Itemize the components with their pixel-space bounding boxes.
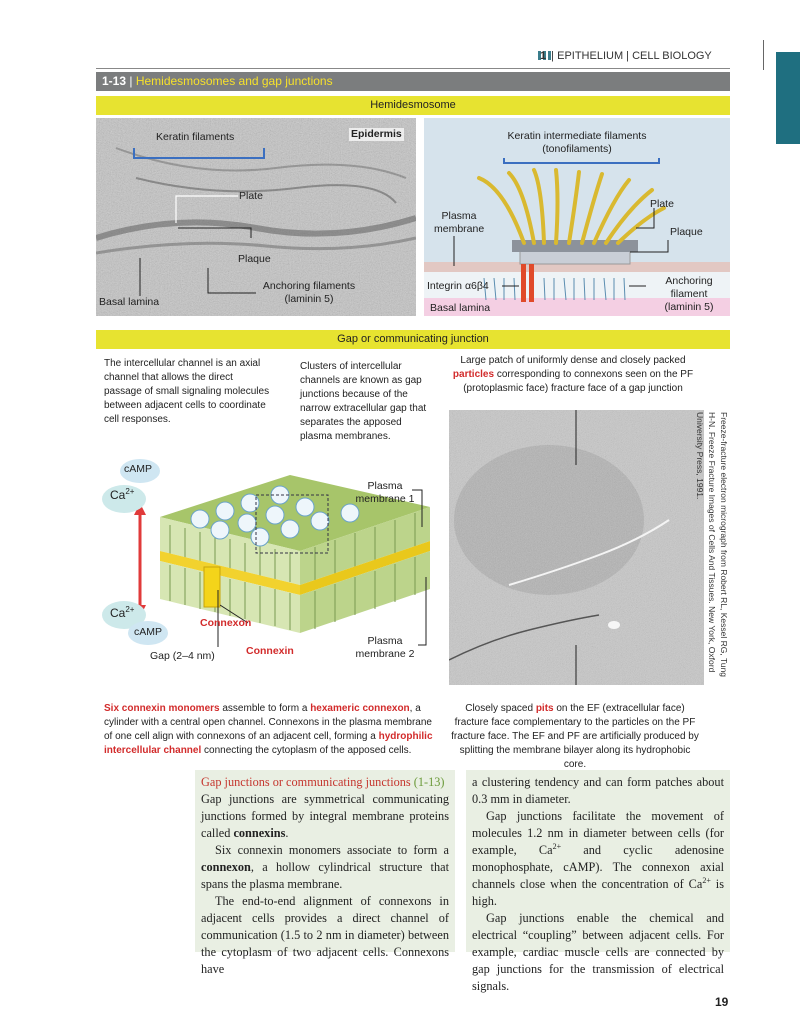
diagram-keratin-label	[484, 130, 670, 156]
em-anchoring-label	[254, 280, 364, 306]
ef-caption	[448, 702, 702, 772]
axial-channel-text: The intercellular channel is an axial channel that allows the direct passage of small signaling molecules between adjacent cells to coordinate cell responses.	[104, 358, 270, 425]
section-heading-ref: (1-13)	[410, 775, 445, 789]
freeze-fracture-micrograph	[449, 410, 704, 685]
gap-size-label: Gap (2–4 nm)	[150, 650, 215, 662]
caption-six-connexin: Six connexin monomers	[104, 703, 220, 714]
ef-text-1: Closely spaced	[465, 703, 536, 714]
paragraph-5	[472, 808, 724, 910]
em-anchoring-line2: (laminin 5)	[284, 293, 334, 305]
paragraph-6: Gap junctions enable the chemical and electrical “coupling” between adjacent cells. For example, cardiac muscle cells are connected by gap junctions for the transmission of electrical signals.	[472, 911, 724, 993]
p5-sup-2: 2+	[702, 875, 711, 885]
plasma-membrane-2-line1: Plasma	[367, 635, 403, 647]
caption-hexameric: hexameric connexon	[310, 703, 410, 714]
ef-pits: pits	[535, 703, 554, 714]
page-number: 19	[715, 995, 729, 1009]
plasma-membrane-1-line2: membrane 1	[355, 493, 415, 505]
diagram-anchoring-line2: (laminin 5)	[664, 301, 714, 313]
p2-text-2: , a hollow cylindrical structure that spans the plasma membrane.	[201, 860, 449, 891]
ca-top-text: Ca	[110, 488, 126, 502]
diagram-basal-label: Basal lamina	[430, 302, 491, 314]
gap-junction-diagram	[100, 455, 440, 690]
hemidesmosome-bar: Hemidesmosome	[96, 96, 730, 115]
diagram-plasma-line2: membrane	[434, 223, 485, 235]
camp-top-label: cAMP	[124, 463, 153, 475]
p5-text-3: is high.	[472, 877, 724, 908]
clusters-text: Clusters of intercellular channels are known as gap junctions because of the narrow extracellular gap that separates the apposed plasma membranes.	[300, 361, 427, 442]
plasma-membrane-2-label	[350, 635, 420, 661]
p5-sup-1: 2+	[552, 841, 562, 851]
pf-caption	[448, 354, 698, 396]
ca-bottom-sup: 2+	[125, 605, 135, 614]
caption-text-2: , a cylinder with a central open channel. Connexons in the plasma membrane of one cell align with connexons of an adjacent cell, forming a	[104, 703, 432, 742]
integrin-greek: α6β4	[464, 280, 489, 292]
diagram-keratin-line2: (tonofilaments)	[542, 143, 612, 155]
hemidesmosome-micrograph	[96, 118, 416, 316]
diagram-plasma-line1: Plasma	[441, 210, 477, 222]
p5-text-1: Gap junctions facilitate the movement of molecules 1.2 nm in diameter between cells (for example, Ca	[472, 809, 724, 857]
em-epidermis-label: Epidermis	[351, 128, 402, 140]
diagram-plate-label: Plate	[650, 198, 674, 210]
camp-bottom-label: cAMP	[134, 626, 163, 638]
section-heading	[201, 774, 449, 791]
ca-top-sup: 2+	[125, 487, 135, 496]
ef-text-2: on the EF (extracellular face) fracture face complementary to the particles on the PF fracture face. The EF and PF are artificially produced by splitting the membrane bilayer along its hydrophobic core.	[451, 703, 699, 770]
paragraph-2	[201, 842, 449, 893]
connexin-label: Connexin	[246, 645, 294, 657]
paragraph-4: a clustering tendency and can form patches about 0.3 mm in diameter.	[472, 775, 724, 806]
diagram-keratin-line1: Keratin intermediate filaments	[507, 130, 647, 142]
text-column-right	[466, 770, 730, 993]
micrograph-credit: Freeze-fracture electron micrograph from Robert RL, Kessel RG, Tung H-N. Freeze Fracture Images of Cells And Tissues. New York, Oxford University Press, 1991.	[695, 412, 729, 678]
ca-bottom-label	[110, 607, 134, 620]
figure-label: 1-13	[102, 74, 127, 88]
running-head: 1 | EPITHELIUM | CELL BIOLOGY	[540, 50, 712, 62]
connexon-caption	[104, 702, 434, 758]
p5-text-2: and cyclic adenosine monophosphate, cAMP). The connexon axial channels close when the concentration of Ca	[472, 843, 724, 891]
diagram-integrin-label	[427, 280, 489, 293]
paragraph-3: The end-to-end alignment of connexons in adjacent cells provides a direct channel of communication (1.5 to 2 nm in diameter) between the cytoplasm of two adjacent cells. Connexons have	[201, 894, 449, 976]
top-rule	[96, 68, 730, 69]
caption-text-3: connecting the cytoplasm of the apposed cells.	[201, 745, 412, 756]
em-plaque-label: Plaque	[238, 253, 271, 265]
gap-junction-bar: Gap or communicating junction	[96, 330, 730, 349]
em-plate-label: Plate	[239, 190, 263, 202]
ca-top-label	[110, 489, 134, 502]
plasma-membrane-2-line2: membrane 2	[355, 648, 415, 660]
diagram-plaque-label: Plaque	[670, 226, 703, 238]
pf-particles: particles	[452, 369, 495, 380]
chapter-number: 1	[540, 50, 547, 62]
figure-title: Hemidesmosomes and gap junctions	[135, 74, 333, 88]
plasma-membrane-1-label	[350, 480, 420, 506]
ca-bottom-text: Ca	[110, 606, 126, 620]
p2-connexon: connexon	[201, 860, 251, 874]
hemidesmosome-diagram	[424, 118, 730, 316]
integrin-text: Integrin	[427, 280, 465, 292]
figure-title-bar: 1-13 | Hemidesmosomes and gap junctions	[96, 72, 730, 91]
caption-hydrophilic: hydrophilic intercellular channel	[104, 731, 433, 756]
connexon-label: Connexon	[200, 617, 252, 629]
caption-text-1: assemble to form a	[219, 703, 311, 714]
freeze-fracture-leaders	[449, 410, 704, 685]
header-rule	[763, 40, 764, 70]
paragraph-1	[201, 791, 449, 842]
text-column-left	[195, 770, 455, 976]
diagram-anchoring-label	[648, 275, 730, 314]
diagram-anchoring-line1: Anchoring filament	[665, 275, 713, 300]
em-anchoring-line1: Anchoring filaments	[262, 280, 356, 292]
p1-text-2: .	[285, 826, 289, 840]
running-head-text: EPITHELIUM | CELL BIOLOGY	[557, 50, 712, 62]
pf-text-1: Large patch of uniformly dense and closely packed	[460, 355, 686, 366]
p2-text-1: Six connexin monomers associate to form a	[215, 843, 449, 857]
em-keratin-label: Keratin filaments	[156, 131, 235, 143]
pf-text-2: corresponding to connexons seen on the PF (protoplasmic face) fracture face of a gap junction	[463, 369, 694, 394]
em-basal-label: Basal lamina	[99, 296, 160, 308]
section-heading-text: Gap junctions or communicating junctions	[201, 775, 411, 789]
diagram-plasma-label	[434, 210, 484, 236]
chapter-tab	[776, 52, 800, 144]
p1-connexins: connexins	[233, 826, 286, 840]
p1-text-1: Gap junctions are symmetrical communicating junctions formed by integral membrane proteins called	[201, 792, 449, 840]
plasma-membrane-1-line1: Plasma	[367, 480, 403, 492]
